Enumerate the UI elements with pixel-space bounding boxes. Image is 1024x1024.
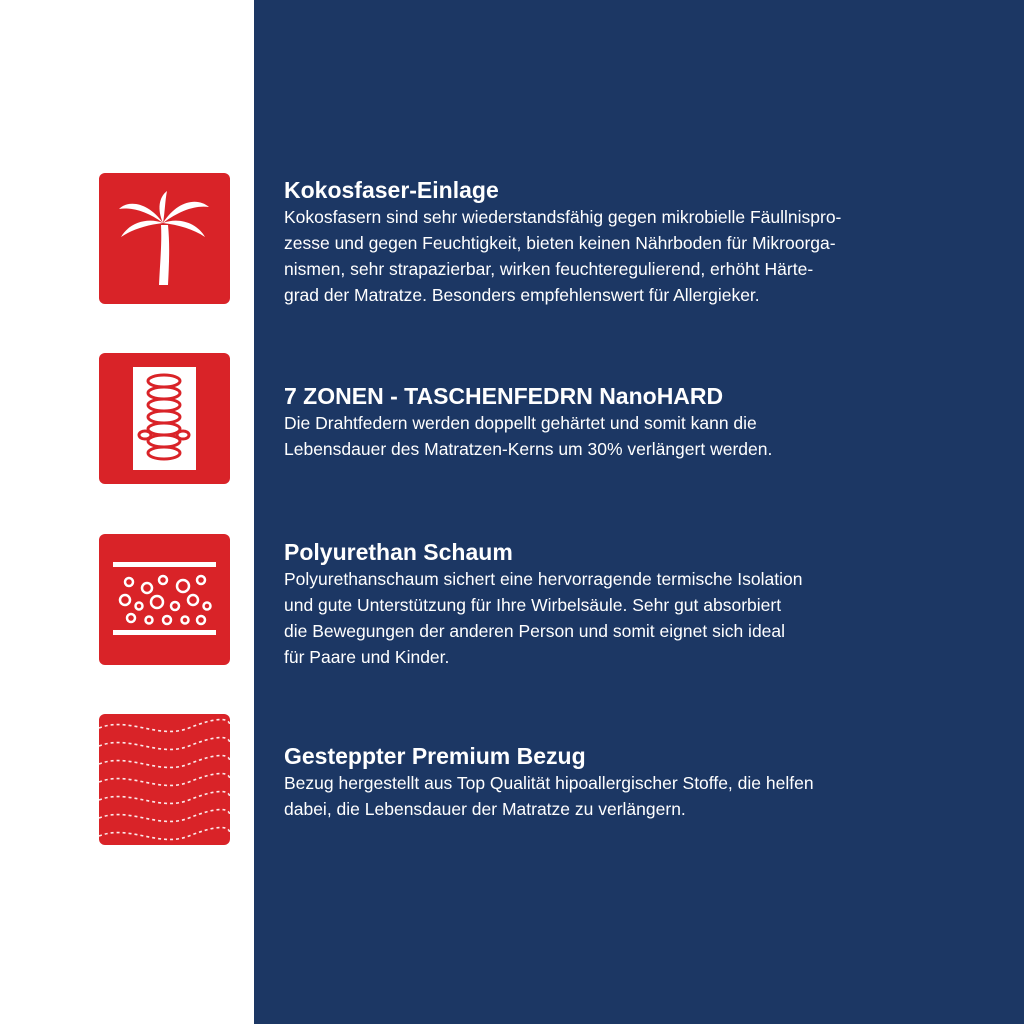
- pocket-spring-icon: [99, 353, 230, 484]
- feature-coconut-fiber: [284, 176, 984, 308]
- quilted-fabric-icon: [99, 714, 230, 845]
- feature-pocket-springs: [284, 382, 984, 462]
- feature-description: Kokosfasern sind sehr wiederstandsfähig gegen mikrobielle Fäullnispro- zesse und gegen Feuchtigkeit, bieten keinen Nährboden für Mikroorga- nismen, sehr strapazierbar, wirken feuchteregulierend, erhöht Härte- grad der Matratze. Besonders empfehlenswert für Allergieker.: [284, 207, 842, 305]
- feature-description: Polyurethanschaum sichert eine hervorragende termische Isolation und gute Unterstützung für Ihre Wirbelsäule. Sehr gut absorbiert die Bewegungen der anderen Person und somit eignet sich ideal für Paare und Kinder.: [284, 569, 803, 667]
- feature-title: Kokosfaser-Einlage: [284, 177, 499, 203]
- blue-content-panel: [254, 0, 1024, 1024]
- foam-bubbles-icon: [99, 534, 230, 665]
- feature-polyurethane-foam: [284, 538, 984, 670]
- feature-description: Bezug hergestellt aus Top Qualität hipoallergischer Stoffe, die helfen dabei, die Lebensdauer der Matratze zu verlängern.: [284, 773, 814, 819]
- feature-title: Gesteppter Premium Bezug: [284, 743, 586, 769]
- palm-tree-icon: [99, 173, 230, 304]
- left-white-strip: [0, 0, 254, 1024]
- feature-description: Die Drahtfedern werden doppellt gehärtet und somit kann die Lebensdauer des Matratzen-Kerns um 30% verlängert werden.: [284, 413, 773, 459]
- feature-title: Polyurethan Schaum: [284, 539, 513, 565]
- feature-quilted-cover: [284, 742, 984, 822]
- feature-title: 7 ZONEN - TASCHENFEDRN NanoHARD: [284, 383, 724, 409]
